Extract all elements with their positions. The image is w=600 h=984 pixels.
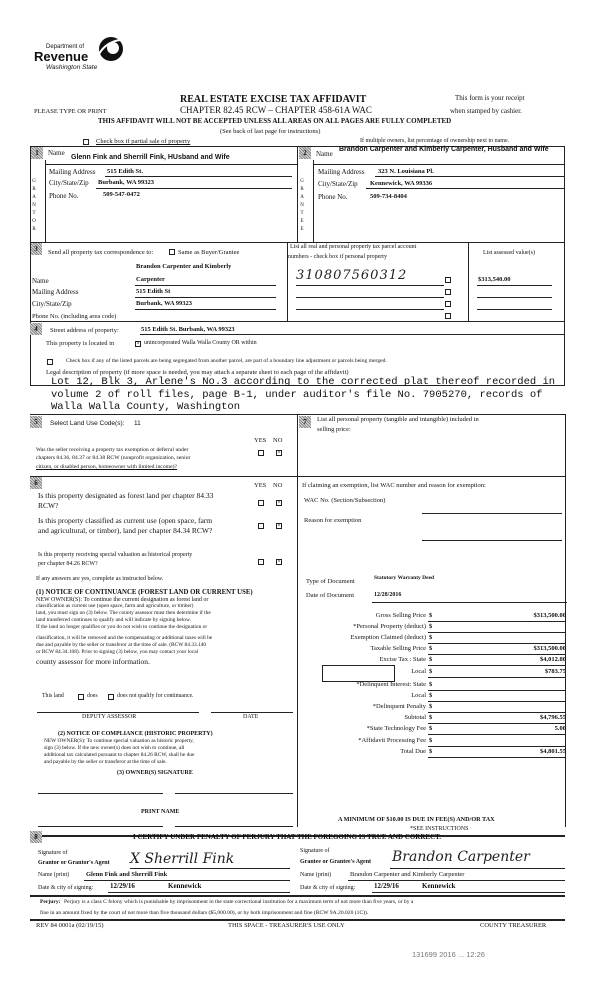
divider <box>84 880 290 881</box>
section-3-badge: 3 <box>30 243 42 255</box>
section-8-badge: 8 <box>30 831 42 843</box>
section-3-frame <box>30 242 565 322</box>
minimum-due-note: A MINIMUM OF $10.00 IS DUE IN FEE(S) AND/OR TAX <box>338 816 495 823</box>
grantee-name-label: Name <box>316 150 333 158</box>
divider <box>30 919 565 921</box>
street-label: Street address of property: <box>50 327 119 334</box>
section-1-badge: 1 <box>31 147 43 159</box>
grantee-mail-label: Mailing Address <box>318 168 365 176</box>
notice-1-text: classification as current use (open space, farm and agriculture, or timber) <box>36 603 194 609</box>
grantor-mail[interactable]: 515 Edith St. <box>107 168 143 175</box>
dollar-sign: $ <box>429 725 433 732</box>
notice-2-text: NEW OWNER(S): To continue special valuation as historic property, <box>44 738 194 744</box>
fee-label: Local <box>411 692 426 699</box>
fee-label: Total Due <box>400 748 426 755</box>
divider <box>105 176 292 177</box>
dollar-sign: $ <box>429 692 433 699</box>
fee-value[interactable]: $783.75 <box>544 668 566 675</box>
signature-line <box>390 868 565 869</box>
grantor-agent-label: Grantor or Grantor's Agent <box>38 860 110 866</box>
located-label: This property is located in <box>46 340 115 347</box>
doc-date[interactable]: 12/28/2016 <box>374 592 402 598</box>
warning: THIS AFFIDAVIT WILL NOT BE ACCEPTED UNLESS ALL AREAS ON ALL PAGES ARE FULLY COMPLETED <box>98 117 452 125</box>
grantor-city[interactable]: Kennewick <box>168 882 202 890</box>
personal-label-1: List all personal property (tangible and intangible) included in <box>317 416 479 423</box>
notice-1-title: (1) NOTICE OF CONTINUANCE (FOREST LAND OR CURRENT USE) <box>36 589 253 596</box>
grantor-city-label: City/State/Zip <box>49 179 89 187</box>
correspondence-label: Send all property tax correspondence to: <box>48 249 154 256</box>
divider <box>45 160 46 242</box>
section-2-badge: 2 <box>299 147 311 159</box>
forest-q-2: RCW? <box>38 501 59 510</box>
segregated-label: Check box if any of the listed parcels are being segregated from another parcel, are part of a boundary line adjustment or parcels being merged. <box>66 358 387 364</box>
grantee-city[interactable]: Kennewick <box>422 882 456 890</box>
grantee-date-city-label: Date & city of signing: <box>300 885 356 891</box>
fee-label: *Delinquent Interest: State <box>356 681 426 688</box>
corr-name-line1[interactable]: Brandon Carpenter and Kimberly <box>136 263 232 270</box>
notice-1-text: county assessor for more information. <box>36 657 150 666</box>
grantor-signature[interactable]: X Sherrill Fink <box>130 851 235 867</box>
fee-line <box>428 632 566 633</box>
land-use-label: Select Land Use Code(s): <box>50 420 125 427</box>
located-value: unincorporated Walla Walla County OR within <box>144 340 257 346</box>
grantee-sig-of: Signature of <box>300 848 330 854</box>
grantor-name-print[interactable]: Glenn Fink and Sherrill Fink <box>86 871 168 878</box>
current-use-no-checkbox[interactable]: × <box>277 523 281 529</box>
signature-line <box>37 712 199 713</box>
assessed-header: List assessed value(s) <box>483 250 535 256</box>
see-instructions: *SEE INSTRUCTIONS <box>410 826 469 832</box>
dollar-sign: $ <box>429 634 433 641</box>
legal-line2[interactable]: volume 2 of roll files, page B-1, under auditor's file No. 7905270, records of <box>51 389 543 401</box>
personal-label-2: selling price: <box>317 426 351 433</box>
doc-date-label: Date of Document <box>306 592 355 599</box>
assessed-value[interactable]: $313,540.00 <box>478 276 511 283</box>
forest-yes-checkbox[interactable] <box>258 500 264 506</box>
grantee-mail[interactable]: 323 N. Louisiana Pl. <box>378 168 434 175</box>
exemption-yes-checkbox[interactable] <box>258 450 264 456</box>
wac-input[interactable] <box>422 513 562 514</box>
section-6-badge: 6 <box>30 477 42 489</box>
fee-line <box>428 746 566 747</box>
local-code-box[interactable] <box>322 665 395 682</box>
grantor-mail-label: Mailing Address <box>49 168 96 176</box>
divider <box>313 164 565 165</box>
signature-line <box>130 868 290 869</box>
this-land-label: This land <box>42 693 64 699</box>
yes-header: YES <box>254 482 267 489</box>
notice-1-text: If the land no longer qualifies or you do not wish to continue the designation or <box>36 624 208 630</box>
parcels-header-1: List all real and personal property tax parcel account <box>290 244 417 250</box>
dollar-sign: $ <box>429 748 433 755</box>
exemption-no-checkbox[interactable]: × <box>277 450 281 456</box>
fee-label: Excise Tax : State <box>379 656 426 663</box>
grantor-phone-label: Phone No. <box>49 192 79 200</box>
exemption-q-2: chapters 84.36, 84.37 or 84.38 RCW (nonprofit organization, senior <box>36 455 191 461</box>
grantor-name-label: Name <box>48 149 65 157</box>
form-chapter: CHAPTER 82.45 RCW – CHAPTER 458-61A WAC <box>180 105 372 115</box>
historic-no-checkbox[interactable]: × <box>277 559 281 565</box>
treasurer-use: THIS SPACE - TREASURER'S USE ONLY <box>228 922 345 929</box>
legal-line1[interactable]: Lot 12, Blk 3, Arlene's No.3 according to the corrected plat thereof recorded in <box>51 376 556 388</box>
grantee-name[interactable]: Brandon Carpenter and Kimberly Carpenter, Husband and Wife <box>339 146 549 153</box>
fee-line <box>428 734 566 735</box>
grantor-name-print-label: Name (print) <box>38 872 70 878</box>
corr-mail-label: Mailing Address <box>32 288 79 296</box>
notice-1-text: due and payable by the seller or transferor at the time of sale. (RCW 84.33.140 <box>36 642 207 648</box>
street-address[interactable]: 515 Edith St. Burbank, WA 99323 <box>141 326 235 333</box>
corr-name-label: Name <box>32 277 49 285</box>
divider <box>372 602 567 603</box>
historic-q-1: Is this property receiving special valuation as historical property <box>38 552 193 558</box>
corr-mail[interactable]: 515 Edith St <box>136 288 171 295</box>
no-header: NO <box>273 437 283 444</box>
divider <box>348 880 565 881</box>
grantee-city-label: City/State/Zip <box>318 180 358 188</box>
fee-value[interactable]: 5.00 <box>554 725 566 732</box>
notice-1-text: land, you must sign on (3) below. The county assessor must then determine if the <box>36 610 211 616</box>
dollar-sign: $ <box>429 612 433 619</box>
receipt-line2: when stamped by cashier. <box>450 107 522 115</box>
receipt-line1: This form is your receipt <box>455 94 525 102</box>
notice-1-text: classification, it will be removed and the compensating or additional taxes will be <box>36 635 213 641</box>
fee-label: *Delinquent Penalty <box>372 703 426 710</box>
exemption-q-1: Was the seller receiving a property tax exemption or deferral under <box>36 447 189 453</box>
perjury-label: Perjury: <box>40 899 61 905</box>
fee-line <box>428 757 566 758</box>
fee-value[interactable]: $4,012.80 <box>540 656 566 663</box>
fee-label: *Personal Property (deduct) <box>353 623 426 630</box>
no-header: NO <box>273 482 283 489</box>
section-5-badge: 5 <box>30 416 42 428</box>
fee-label: *Affidavit Processing Fee <box>358 737 426 744</box>
divider <box>96 188 292 189</box>
doc-type[interactable]: Statutory Warranty Deed <box>374 575 435 581</box>
yes-header: YES <box>254 437 267 444</box>
corr-name-line2[interactable]: Carpenter <box>136 276 165 283</box>
fee-line <box>428 701 566 702</box>
signature-line <box>38 793 163 794</box>
county-treasurer: COUNTY TREASURER <box>480 922 547 929</box>
grantee-side-label: GRANTEE <box>300 179 304 232</box>
forest-q-1: Is this property designated as forest land per chapter 84.33 <box>38 491 214 500</box>
deputy-assessor-label: DEPUTY ASSESSOR <box>82 714 137 720</box>
signature-line <box>38 826 163 827</box>
dollar-sign: $ <box>429 656 433 663</box>
logo-line1: Department of <box>46 44 85 50</box>
qualifies-checkbox[interactable] <box>78 694 84 700</box>
fee-line <box>428 621 566 622</box>
grantee-city[interactable]: Kennewick, WA 99336 <box>370 180 433 187</box>
corr-phone-label: Phone No. (including area code) <box>32 313 117 320</box>
section-7-badge: 7 <box>299 416 311 428</box>
dor-logo-icon <box>96 34 126 64</box>
parcels-header-2: numbers - check box if personal property <box>288 254 387 260</box>
grantor-sig-of: Signature of <box>38 850 68 856</box>
segregated-checkbox[interactable] <box>47 359 53 365</box>
treasurer-stamp: 131699 2016 ... 12:26 <box>412 950 485 959</box>
perjury-text-2: fine in an amount fixed by the court of not more than five thousand dollars ($5,000.00), or by both imprisonment and fine (RCW 9A.20.020 (1C)). <box>40 910 369 916</box>
divider <box>140 334 565 335</box>
divider <box>375 176 565 177</box>
date-label: DATE <box>243 714 259 720</box>
corr-city[interactable]: Burbank, WA 99323 <box>136 300 193 307</box>
legal-line3[interactable]: Walla Walla County, Washington <box>51 401 241 413</box>
fee-line <box>428 723 566 724</box>
divider <box>45 164 297 165</box>
fee-value[interactable]: $313,500.00 <box>533 612 566 619</box>
grantor-date-city-label: Date & city of signing: <box>38 885 94 891</box>
current-use-yes-checkbox[interactable] <box>258 523 264 529</box>
grantee-phone[interactable]: 509-734-8404 <box>370 193 407 200</box>
owner-signature-title: (3) OWNER(S) SIGNATURE <box>117 770 193 776</box>
fee-line <box>428 690 566 691</box>
partial-sale-checkbox[interactable] <box>83 139 89 145</box>
grantor-date[interactable]: 12/29/16 <box>110 882 135 890</box>
fee-line <box>428 643 566 644</box>
if-yes-note: If any answers are yes, complete as instructed below. <box>36 576 164 582</box>
fee-label: Subtotal <box>404 714 426 721</box>
signature-line <box>211 712 293 713</box>
grantee-date[interactable]: 12/29/16 <box>374 882 399 890</box>
divider <box>297 476 565 477</box>
divider <box>366 188 565 189</box>
historic-q-2: per chapter 84.26 RCW? <box>38 561 98 567</box>
notice-2-title: (2) NOTICE OF COMPLIANCE (HISTORIC PROPERTY) <box>58 731 213 737</box>
partial-sale-label: Check box if partial sale of property <box>96 138 191 145</box>
dollar-sign: $ <box>429 737 433 744</box>
perjury-text-1: Perjury is a class C felony which is punishable by imprisonment in the state correctional institution for a maximum term of not more than five years, or by a <box>64 899 414 905</box>
fee-value[interactable]: $4,796.55 <box>540 714 566 721</box>
grantor-phone[interactable]: 509-547-0472 <box>103 191 140 198</box>
doc-type-label: Type of Document <box>306 578 355 585</box>
divider <box>108 892 290 893</box>
certify-statement: I CERTIFY UNDER PENALTY OF PERJURY THAT THE FOREGOING IS TRUE AND CORRECT. <box>133 833 442 841</box>
grantee-phone-label: Phone No. <box>318 193 348 201</box>
wac-label: WAC No. (Section/Subsection) <box>304 497 386 504</box>
unincorporated-checkbox[interactable]: × <box>136 341 140 347</box>
signature-line <box>175 793 293 794</box>
notice-2-text: additional tax calculated pursuant to chapter 84.26 RCW, shall be due <box>44 752 195 758</box>
grantee-signature[interactable]: Brandon Carpenter <box>392 849 530 865</box>
dollar-sign: $ <box>429 714 433 721</box>
section-4-badge: 4 <box>30 323 42 335</box>
exemption-q-3: citizen, or disabled person, homeowner with limited income)? <box>36 464 178 470</box>
dollar-sign: $ <box>429 645 433 652</box>
logo-line2: Revenue <box>34 49 89 64</box>
notice-1-text: NEW OWNER(S): To continue the current designation as forest land or <box>36 597 209 603</box>
does-label: does <box>87 693 98 699</box>
not-qualifies-checkbox[interactable] <box>108 694 114 700</box>
fee-line <box>428 654 566 655</box>
fee-label: Exemption Claimed (deduct) <box>350 634 426 641</box>
grantee-name-print-label: Name (print) <box>300 872 332 878</box>
dollar-sign: $ <box>429 703 433 710</box>
divider <box>30 895 565 897</box>
please-type: PLEASE TYPE OR PRINT <box>34 108 107 115</box>
divider <box>30 476 297 477</box>
reason-label: Reason for exemption <box>304 517 362 524</box>
fee-value[interactable]: $313,500.00 <box>533 645 566 652</box>
fee-line <box>428 677 566 678</box>
current-use-q-2: and agricultural, or timber), land per chapter 84.34 RCW? <box>38 526 213 535</box>
reason-input[interactable] <box>422 540 562 541</box>
dollar-sign: $ <box>429 681 433 688</box>
dollar-sign: $ <box>429 623 433 630</box>
notice-1-text: land transferred continues to qualify and will indicate by signing below. <box>36 617 191 623</box>
current-use-q-1: Is this property classified as current use (open space, farm <box>38 516 213 525</box>
corr-city-label: City/State/Zip <box>32 300 72 308</box>
fee-label: Gross Selling Price <box>375 612 426 619</box>
dollar-sign: $ <box>429 668 433 675</box>
notice-2-text: sign (3) below. If the new owner(s) does not wish to continue, all <box>44 745 185 751</box>
fee-label: Taxable Selling Price <box>370 645 426 652</box>
legal-label: Legal description of property (if more space is needed, you may attach a separate sheet to each page of the affidavit) <box>46 369 349 376</box>
multiple-owners-note: If multiple owners, list percentage of ownership next to name. <box>360 138 510 144</box>
divider <box>372 892 565 893</box>
notice-1-text: or RCW 84.34.108). Prior to signing (3) below, you may contact your local <box>36 649 199 655</box>
divider <box>297 146 298 242</box>
form-number: REV 84 0001a (02/19/15) <box>36 922 104 929</box>
form-title: REAL ESTATE EXCISE TAX AFFIDAVIT <box>180 94 367 105</box>
grantor-city[interactable]: Burbank, WA 99323 <box>98 179 155 186</box>
notice-2-text: and payable by the seller or transferor at the time of sale. <box>44 759 167 765</box>
land-use-code[interactable]: 11 <box>134 420 141 427</box>
parcel-number[interactable]: 310807560312 <box>296 268 408 283</box>
historic-yes-checkbox[interactable] <box>258 559 264 565</box>
logo-line3: Washington State <box>46 64 98 71</box>
fee-label: *State Technology Fee <box>366 725 426 732</box>
see-back: (See back of last page for instructions) <box>220 128 321 135</box>
grantor-name[interactable]: Glenn Fink and Sherrill Fink, HUsband and Wife <box>71 154 230 161</box>
fee-line <box>428 665 566 666</box>
grantee-agent-label: Grantee or Grantee's Agent <box>300 859 372 865</box>
exemption-label: If claiming an exemption, list WAC number and reason for exemption: <box>302 482 486 489</box>
forest-no-checkbox[interactable]: × <box>277 500 281 506</box>
signature-line <box>175 826 293 827</box>
grantor-side-label: GRANTOR <box>32 179 36 232</box>
fee-value[interactable]: $4,801.55 <box>540 748 566 755</box>
same-as-buyer-label: Same as Buyer/Grantee <box>178 249 240 256</box>
print-name-label: PRINT NAME <box>141 809 180 815</box>
divider <box>313 160 314 242</box>
fee-label: Local <box>411 668 426 675</box>
does-not-label: does not qualify for continuance. <box>117 693 194 699</box>
grantee-name-print[interactable]: Brandon Carpenter and Kimberly Carpenter <box>350 871 465 878</box>
fee-line <box>428 712 566 713</box>
